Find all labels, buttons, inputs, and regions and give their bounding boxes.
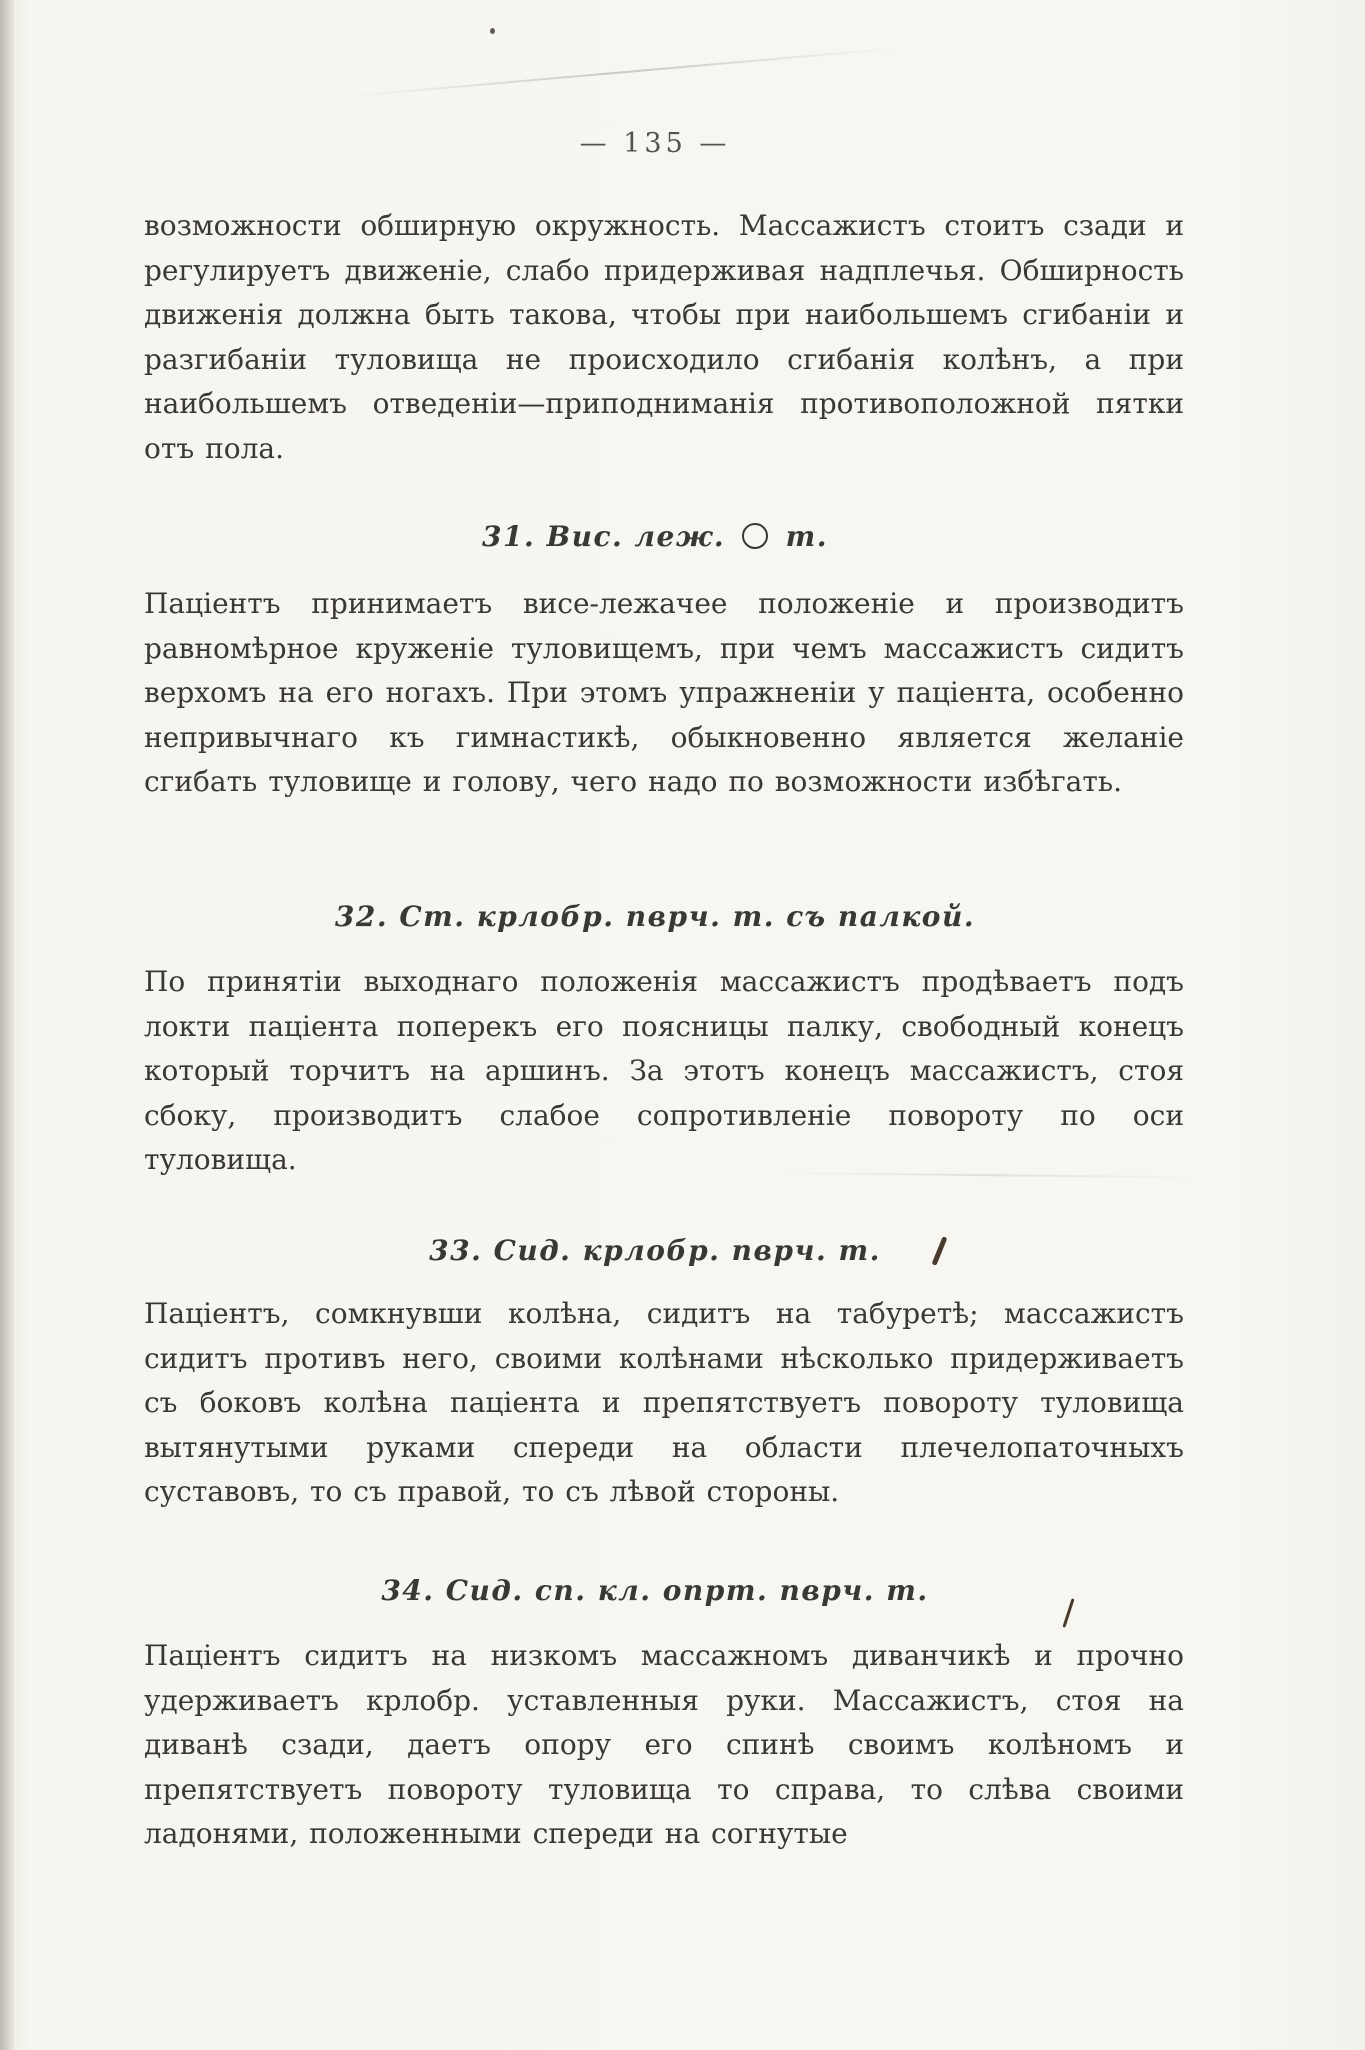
exercise-heading-34: 34. Сид. сп. кл. опрт. пврч. т.: [381, 1574, 929, 1607]
exercise-heading-31: [0, 520, 1310, 553]
exercise-heading-32: 32. Ст. крлобр. пврч. т. съ палкой.: [334, 900, 976, 933]
circle-symbol-icon: [742, 523, 768, 549]
page-number: — 135 —: [579, 128, 731, 159]
exercise-34-paragraph: Паціентъ сидитъ на низкомъ массажномъ диванчикѣ и прочно удерживаетъ крлобр. уставленныя руки. Массажистъ, стоя на диванѣ сзади, даетъ опору его спинѣ своимъ колѣномъ и препятствуетъ повороту туловища то справа, то слѣва своими ладонями, положенными спереди на согнутые: [144, 1639, 1184, 1850]
exercise-33-paragraph: Паціентъ, сомкнувши колѣна, сидитъ на табуретѣ; массажистъ сидитъ противъ него, своими колѣнами нѣсколько придерживаетъ съ боковъ колѣна паціента и препятствуетъ повороту туловища вытянутыми руками спереди на области плечелопаточныхъ суставовъ, то съ правой, то съ лѣвой стороны.: [144, 1297, 1184, 1508]
ink-dot: [490, 28, 495, 34]
book-binding-edge: [0, 0, 14, 2050]
paragraph-continuation: возможности обширную окружность. Массажистъ стоитъ сзади и регулируетъ движеніе, слабо придерживая надплечья. Обширность движенія должна быть такова, чтобы при наибольшемъ сгибаніи и разгибаніи туловища не происходило сгибанія колѣнъ, а при наибольшемъ отведеніи—приподниманія противоположной пятки отъ пола.: [144, 209, 1184, 465]
exercise-32-paragraph: По принятіи выходнаго положенія массажистъ продѣваетъ подъ локти паціента поперекъ его поясницы палку, свободный конецъ который торчитъ на аршинъ. За этотъ конецъ массажистъ, стоя сбоку, производитъ слабое сопротивленіе повороту по оси туловища.: [144, 965, 1184, 1176]
heading-31-text: 31. Вис. леж.: [481, 520, 726, 553]
paper-crease: [340, 47, 898, 98]
exercise-31-paragraph: Паціентъ принимаетъ висе-лежачее положеніе и производитъ равномѣрное круженіе туловищемъ, при чемъ массажистъ сидитъ верхомъ на его ногахъ. При этомъ упражненіи у паціента, особенно непривычнаго къ гимнастикѣ, обыкновенно является желаніе сгибать туловище и голову, чего надо по возможности избѣгать.: [144, 587, 1184, 798]
exercise-heading-33: 33. Сид. крлобр. пврч. т.: [429, 1234, 881, 1267]
heading-31-suffix: т.: [785, 520, 829, 553]
